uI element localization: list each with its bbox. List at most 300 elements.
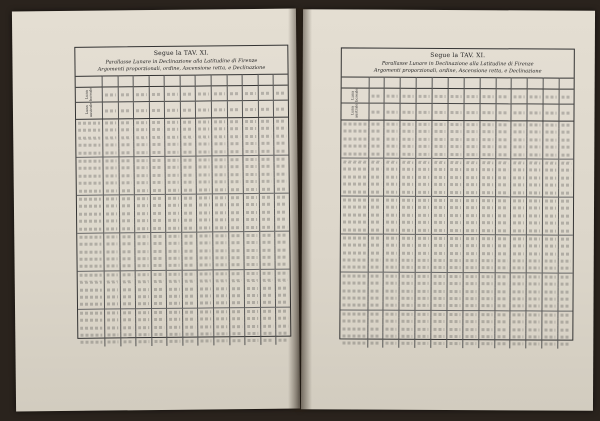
table-cell — [495, 189, 511, 197]
table-cell — [510, 333, 526, 340]
table-cell — [104, 301, 120, 309]
table-cell — [399, 318, 415, 325]
table-cell — [447, 333, 463, 340]
table-cell — [511, 151, 527, 159]
table-cell — [432, 136, 448, 143]
table-cell — [495, 166, 511, 173]
table-cell — [245, 337, 261, 345]
table-cell — [447, 302, 463, 310]
table-cell — [368, 242, 384, 249]
table-cell — [447, 325, 463, 332]
table-cell — [244, 223, 260, 231]
table-cell — [415, 310, 431, 318]
table-cell — [495, 121, 511, 129]
column-header — [416, 77, 432, 88]
table-cell — [447, 204, 463, 211]
table-cell — [400, 143, 416, 150]
table-cell — [368, 234, 384, 242]
table-cell — [416, 166, 432, 173]
table-cell — [243, 117, 259, 125]
table-cell — [196, 101, 212, 118]
table-cell — [399, 280, 415, 287]
table-cell — [165, 148, 181, 156]
table-cell — [494, 302, 510, 310]
table-cell — [104, 225, 120, 233]
table-cell — [511, 235, 527, 243]
column-header — [196, 75, 212, 86]
table-cell — [496, 89, 512, 104]
left-table-subtitle: Parallasse Lunare in Declinazione alla Latitudine di Firenze — [105, 57, 258, 66]
table-cell — [368, 204, 384, 211]
table-cell — [369, 88, 385, 103]
table-cell — [559, 136, 574, 143]
table-cell — [244, 193, 260, 201]
column-header — [273, 74, 287, 85]
table-cell — [415, 226, 431, 234]
table-cell — [494, 318, 510, 325]
table-cell — [479, 166, 495, 173]
table-cell — [463, 188, 479, 196]
table-cell — [558, 311, 573, 319]
left-data-table — [76, 74, 291, 347]
table-cell — [511, 143, 527, 150]
table-cell — [120, 262, 136, 270]
table-cell — [511, 159, 527, 167]
table-cell — [527, 189, 543, 197]
table-cell — [340, 310, 367, 318]
table-cell — [260, 269, 276, 277]
table-cell — [479, 158, 495, 166]
table-cell — [527, 143, 543, 150]
table-cell — [384, 257, 400, 264]
table-cell — [479, 302, 495, 310]
table-cell — [558, 333, 573, 340]
table-cell — [214, 337, 230, 345]
table-cell — [165, 118, 181, 126]
table-cell — [463, 310, 479, 318]
table-cell — [384, 204, 400, 211]
table-cell — [511, 89, 527, 104]
table-cell — [558, 235, 573, 243]
table-cell — [431, 302, 447, 310]
table-cell — [510, 340, 526, 347]
table-cell — [432, 173, 448, 180]
table-cell — [198, 262, 214, 270]
table-cell — [136, 338, 152, 346]
table-cell — [118, 87, 134, 103]
table-cell — [400, 211, 416, 218]
table-cell — [495, 250, 511, 257]
table-cell — [416, 204, 432, 211]
table-cell — [432, 88, 448, 103]
table-cell — [495, 227, 511, 235]
table-cell — [341, 173, 368, 181]
table-cell — [479, 272, 495, 280]
table-cell — [198, 300, 214, 308]
table-cell — [383, 294, 399, 301]
table-cell — [415, 318, 431, 325]
table-corner-cell — [342, 77, 369, 88]
table-cell — [196, 118, 212, 126]
table-cell — [367, 318, 383, 325]
table-cell — [181, 156, 197, 164]
table-cell — [182, 262, 198, 270]
table-cell — [135, 232, 151, 240]
left-heading — [75, 49, 287, 73]
table-cell — [152, 338, 168, 346]
table-cell — [399, 325, 415, 332]
table-cell — [384, 219, 400, 226]
table-cell — [527, 89, 543, 104]
table-cell — [527, 205, 543, 212]
table-cell — [495, 136, 511, 143]
table-cell — [447, 181, 463, 188]
table-cell — [542, 281, 558, 288]
table-cell — [384, 242, 400, 249]
table-cell — [447, 242, 463, 249]
table-cell — [368, 294, 384, 301]
table-cell — [341, 234, 368, 242]
table-cell — [399, 295, 415, 302]
table-cell — [558, 257, 573, 264]
table-cell — [165, 102, 181, 119]
table-cell — [543, 89, 559, 104]
table-cell — [368, 158, 384, 166]
column-header — [448, 77, 464, 88]
table-cell — [229, 269, 245, 277]
table-cell — [181, 148, 197, 156]
table-cell — [400, 249, 416, 256]
table-cell — [416, 143, 432, 150]
table-cell — [368, 264, 384, 272]
table-cell — [416, 211, 432, 218]
table-cell — [182, 300, 198, 308]
table-cell — [245, 299, 261, 307]
right-heading — [342, 51, 574, 74]
table-cell — [447, 257, 463, 264]
table-cell — [243, 155, 259, 163]
table-cell — [399, 257, 415, 264]
table-cell — [431, 325, 447, 332]
table-cell — [415, 234, 431, 242]
table-cell — [416, 181, 432, 188]
table-cell — [399, 310, 415, 318]
right-table-description: Argomenti proporzionali, ordine, Ascensione retta, e Declinazione — [373, 67, 542, 75]
table-cell — [510, 326, 526, 333]
table-cell — [463, 325, 479, 332]
table-cell — [558, 212, 573, 219]
table-cell — [448, 128, 464, 135]
table-cell — [447, 226, 463, 234]
table-cell — [103, 187, 119, 195]
table-cell — [447, 310, 463, 318]
table-cell — [118, 119, 134, 127]
table-cell — [416, 188, 432, 196]
table-cell — [416, 88, 432, 103]
table-cell — [399, 264, 415, 272]
table-cell — [494, 340, 510, 347]
table-cell — [383, 302, 399, 310]
table-cell — [104, 271, 120, 279]
table-row — [78, 337, 290, 347]
table-cell — [260, 261, 276, 269]
table-cell — [463, 280, 479, 287]
table-cell — [510, 280, 526, 287]
table-cell — [243, 101, 259, 118]
table-cell — [274, 117, 288, 125]
table-cell — [260, 299, 276, 307]
table-cell — [214, 307, 230, 315]
table-cell — [511, 219, 527, 226]
table-cell — [196, 86, 212, 102]
table-cell — [383, 287, 399, 294]
table-cell — [400, 104, 416, 121]
table-cell — [543, 159, 559, 167]
table-cell — [542, 265, 558, 273]
table-cell — [400, 226, 416, 234]
table-cell — [165, 156, 181, 164]
table-cell — [464, 104, 480, 121]
table-cell — [559, 182, 574, 189]
table-cell — [527, 167, 543, 174]
table-cell — [400, 150, 416, 158]
table-cell — [543, 167, 559, 174]
table-cell — [384, 143, 400, 150]
table-cell — [151, 300, 167, 308]
column-header — [369, 77, 385, 88]
table-cell — [367, 310, 383, 318]
table-cell — [448, 120, 464, 128]
table-cell — [447, 280, 463, 287]
table-cell — [526, 295, 542, 302]
table-cell — [415, 302, 431, 310]
table-cell — [119, 232, 135, 240]
table-cell — [118, 149, 134, 157]
table-cell — [400, 120, 416, 128]
table-cell — [495, 143, 511, 150]
table-cell — [479, 257, 495, 264]
table-cell — [511, 189, 527, 197]
table-cell — [105, 308, 121, 316]
table-cell — [558, 250, 573, 257]
table-cell — [367, 302, 383, 310]
table-cell — [197, 232, 213, 240]
table-cell — [341, 256, 368, 264]
table-cell — [543, 189, 559, 197]
table-cell — [341, 242, 368, 250]
table-cell — [431, 219, 447, 226]
table-cell — [259, 193, 275, 201]
table-cell — [431, 333, 447, 340]
book-gutter-shadow — [288, 8, 312, 412]
table-cell — [119, 187, 135, 195]
table-cell — [511, 136, 527, 143]
table-cell — [542, 273, 558, 281]
side-label: Luna australe — [84, 102, 94, 118]
table-cell — [180, 118, 196, 126]
right-data-table — [340, 76, 573, 348]
table-cell — [384, 226, 400, 234]
table-cell — [384, 188, 400, 196]
table-cell — [543, 219, 559, 226]
table-cell — [213, 262, 229, 270]
table-cell — [558, 288, 573, 295]
table-cell — [242, 85, 258, 101]
table-cell — [367, 325, 383, 332]
table-cell — [559, 174, 574, 181]
table-cell — [463, 226, 479, 234]
table-cell — [399, 340, 415, 347]
table-cell — [511, 197, 527, 205]
table-cell — [448, 174, 464, 181]
table-cell — [245, 307, 261, 315]
column-header — [180, 75, 196, 86]
table-cell — [559, 104, 574, 121]
table-cell — [197, 224, 213, 232]
table-cell — [416, 173, 432, 180]
table-cell — [432, 150, 448, 158]
table-cell — [432, 181, 448, 188]
table-cell — [416, 135, 432, 142]
table-cell — [448, 136, 464, 143]
table-cell — [542, 235, 558, 243]
table-cell — [340, 340, 367, 348]
table-cell — [432, 104, 448, 121]
table-cell — [259, 223, 275, 231]
table-cell — [166, 262, 182, 270]
table-cell — [415, 272, 431, 280]
table-cell — [432, 158, 448, 166]
right-table-subtitle: Parallasse Lunare in Declinazione alla Latitudine di Firenze — [381, 60, 534, 68]
table-cell — [340, 302, 367, 310]
table-cell — [558, 281, 573, 288]
table-cell — [166, 194, 182, 202]
table-cell — [495, 257, 511, 264]
table-cell — [182, 308, 198, 316]
side-label: Luna boreale — [350, 88, 359, 102]
table-cell — [511, 212, 527, 219]
column-header — [164, 75, 180, 86]
table-cell — [480, 104, 496, 121]
table-cell — [511, 242, 527, 249]
table-cell — [542, 311, 558, 319]
table-cell — [400, 166, 416, 173]
table-cell — [494, 333, 510, 340]
table-cell — [558, 303, 573, 311]
table-subheader-row — [342, 88, 574, 105]
table-cell — [400, 158, 416, 166]
table-cell — [103, 149, 119, 157]
table-cell — [151, 270, 167, 278]
table-cell — [415, 333, 431, 340]
table-cell — [368, 120, 384, 128]
table-cell — [526, 273, 542, 281]
table-cell — [447, 234, 463, 242]
table-cell — [400, 242, 416, 249]
table-cell — [341, 226, 368, 234]
table-cell — [213, 299, 229, 307]
side-label: Luna boreale — [84, 87, 93, 102]
table-cell — [400, 181, 416, 188]
table-cell — [368, 256, 384, 263]
column-header — [385, 77, 401, 88]
table-cell — [526, 311, 542, 319]
table-cell — [543, 212, 559, 219]
left-table-frame — [74, 45, 291, 339]
table-cell — [275, 193, 289, 201]
table-cell — [495, 242, 511, 249]
table-cell — [463, 264, 479, 272]
table-cell — [511, 104, 527, 121]
table-cell — [527, 151, 543, 159]
table-cell — [527, 174, 543, 181]
table-cell — [415, 264, 431, 272]
table-cell — [341, 204, 368, 212]
table-cell — [463, 181, 479, 188]
table-cell — [431, 257, 447, 264]
table-cell — [243, 147, 259, 155]
table-cell — [543, 121, 559, 129]
table-cell — [543, 181, 559, 188]
table-cell — [432, 128, 448, 135]
table-cell — [495, 288, 511, 295]
table-cell — [526, 333, 542, 340]
table-cell — [431, 242, 447, 249]
table-cell — [259, 155, 275, 163]
table-cell — [149, 86, 165, 102]
table-cell — [341, 188, 368, 196]
table-cell — [341, 279, 368, 287]
table-cell — [479, 151, 495, 159]
table-cell — [479, 181, 495, 188]
table-cell — [510, 303, 526, 311]
table-cell — [258, 101, 274, 118]
table-cell — [166, 270, 182, 278]
table-cell — [260, 231, 276, 239]
table-cell — [165, 86, 181, 102]
table-cell — [542, 243, 558, 250]
table-cell — [136, 300, 152, 308]
table-cell — [463, 158, 479, 166]
table-cell — [259, 147, 275, 155]
table-cell — [78, 339, 105, 347]
table-cell — [526, 265, 542, 273]
table-cell — [212, 186, 228, 194]
table-cell — [150, 232, 166, 240]
table-cell — [149, 102, 165, 119]
table-cell — [134, 102, 150, 119]
table-cell — [367, 332, 383, 339]
table-cell — [495, 104, 511, 121]
table-cell — [527, 227, 543, 235]
table-cell — [526, 303, 542, 311]
table-cell — [243, 185, 259, 193]
table-cell — [416, 158, 432, 166]
table-cell — [341, 150, 368, 158]
table-cell — [400, 173, 416, 180]
table-cell — [399, 287, 415, 294]
table-cell — [180, 86, 196, 102]
table-cell — [198, 308, 214, 316]
table-cell — [416, 219, 432, 226]
table-cell — [104, 263, 120, 271]
table-cell — [368, 128, 384, 135]
table-cell — [543, 129, 559, 136]
table-cell — [543, 151, 559, 159]
table-cell — [543, 144, 559, 151]
column-header — [527, 78, 543, 89]
table-corner-cell — [76, 76, 103, 87]
